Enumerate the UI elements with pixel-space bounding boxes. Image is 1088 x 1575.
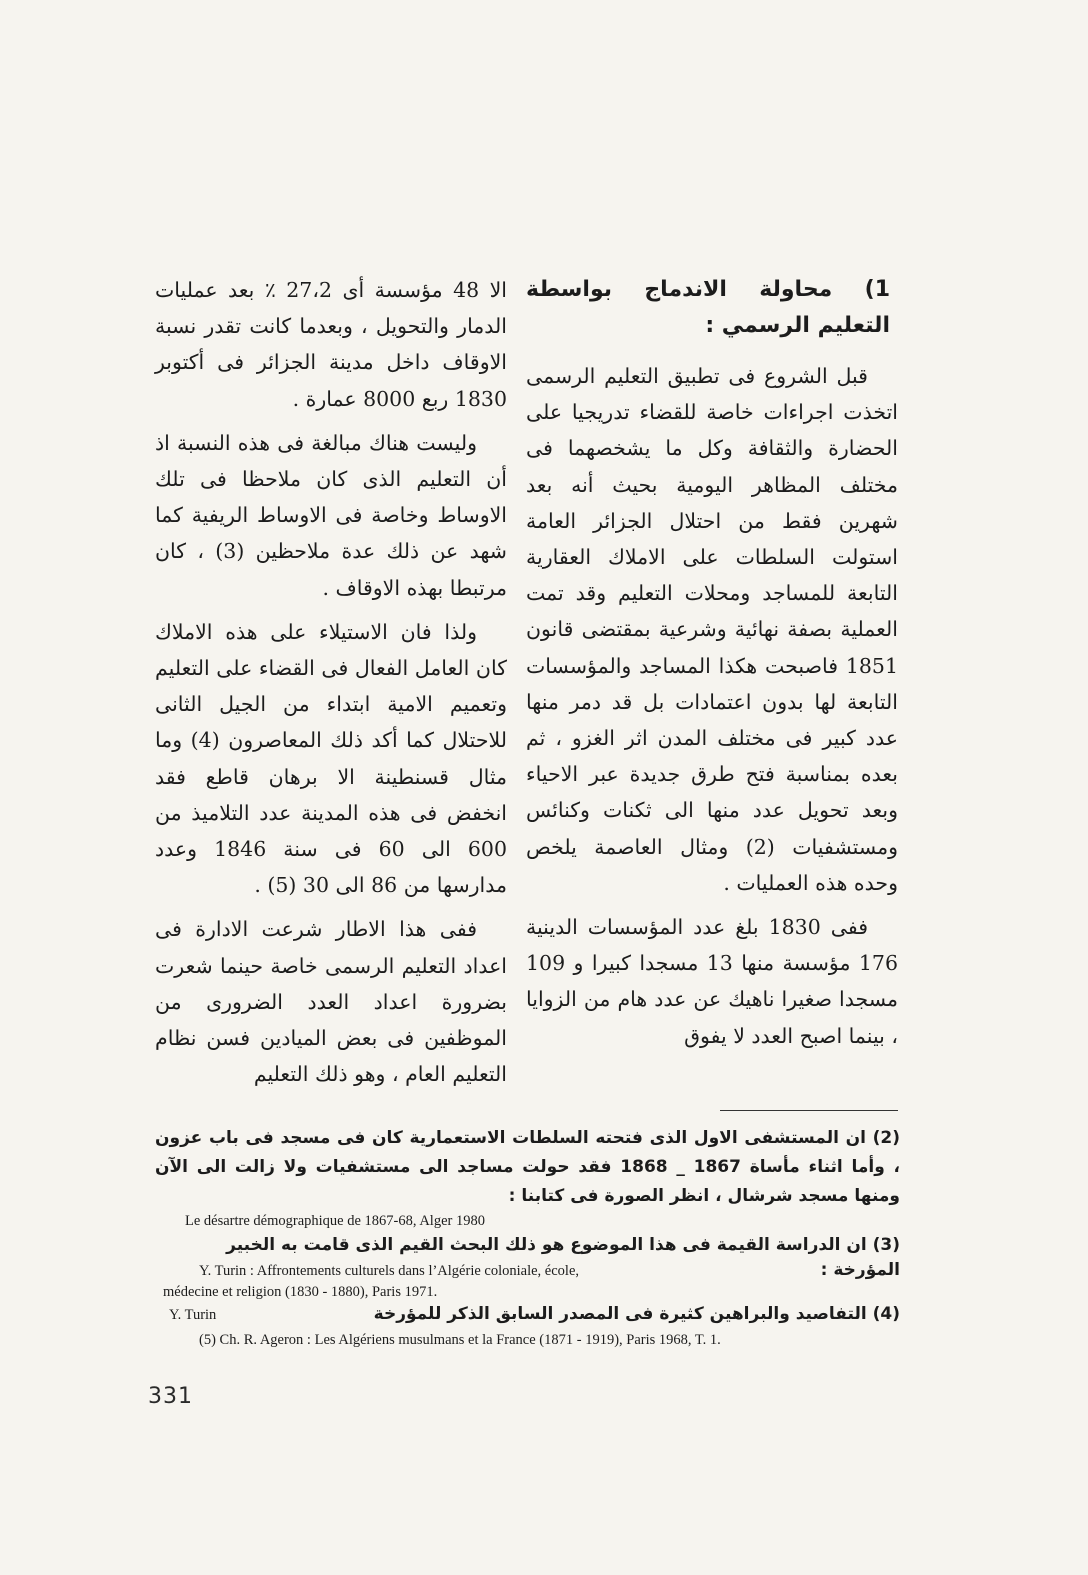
section-heading: 1) محاولة الاندماج بواسطة التعليم الرسمي : (526, 277, 890, 338)
paragraph: ففى هذا الاطار شرعت الادارة فى اعداد التعليم الرسمى خاصة حينما شعرت بضرورة اعداد العدد الضرورى من الموظفين فى بعض الميادين فسن نظام التعليم العام ، وهو ذلك التعليم (155, 917, 507, 1087)
footnote-4: (4) التفاصيد والبراهين كثيرة فى المصدر السابق الذكر للمؤرخة (373, 1304, 900, 1324)
footnote-3-reference-continued: médecine et religion (1830 - 1880), Paris 1971. (163, 1284, 438, 1300)
paragraph: ولذا فان الاستيلاء على هذه الاملاك كان العامل الفعال فى القضاء على التعليم وتعميم الامية ابتداء من الجيل الثانى للاحتلال كما أكد ذلك المعاصرون (4) وما مثال قسنطينة الا برهان قاطع فقد انخفض فى هذه المدينة عدد التلاميذ من 600 الى 60 فى سنة 1846 وعدد مدارسها من 86 الى 30 (5) . (155, 619, 508, 898)
paragraph: الا 48 مؤسسة أى 27،2 ٪ بعد عمليات الدمار والتحويل ، وبعدما كانت تقدر نسبة الاوقاف داخل مدينة الجزائر فى أكتوبر 1830 ربع 8000 عمارة . (155, 278, 507, 411)
footnote-5: (5) Ch. R. Ageron : Les Algériens musulmans et la France (1871 - 1919), Paris 1968, T. 1. (199, 1332, 721, 1348)
footnote-3-reference: Y. Turin : Affrontements culturels dans l’Algérie coloniale, école, (199, 1263, 580, 1279)
footnote-3: (3) ان الدراسة القيمة فى هذا الموضوع هو ذلك البحث القيم الذى قامت به الخبير (226, 1235, 900, 1255)
paragraph: قبل الشروع فى تطبيق التعليم الرسمى اتخذت اجراءات خاصة للقضاء تدريجيا على الحضارة والثقافة وكل ما يشخصهما فى مختلف المظاهر اليومية بحيث أنه بعد شهرين فقط من احتلال الجزائر العامة استولت السلطات على الاملاك العقارية التابعة للمساجد ومحلات التعليم وقد تمت العملية بصفة نهائية وشرعية بمقتضى قانون 1851 فاصبحت هكذا المساجد والمؤسسات التابعة لها بدون اعتمادات بل قد دمر منها عدد كبير فى مختلف المدن اثر الغزو ، ثم بعده بمناسبة فتح طرق جديدة عبر الاحياء وبعد تحويل عدد منها الى ثكنات وكنائس ومستشفيات (2) ومثال العاصمة يلخص وحده هذه العمليات . (526, 364, 898, 895)
page-number: 331 (148, 1384, 193, 1409)
footnote-2: (2) ان المستشفى الاول الذى فتحته السلطات الاستعمارية كان فى مسجد فى باب عزون ، وأما اثناء مأساة 1867 _ 1868 فقد حولت مساجد الى مستشفيات ولا زالت الى الآن ومنها مسجد شرشال ، انظر الصورة فى كتابنا : (155, 1128, 900, 1206)
left-column (155, 272, 507, 1100)
footnote-4-line (155, 1304, 900, 1326)
footnotes (155, 1124, 900, 1350)
footnote-3-end: المؤرخة : (820, 1260, 900, 1280)
footnote-divider (720, 1110, 898, 1111)
footnote-3-reference-line (155, 1260, 900, 1282)
paragraph: وليست هناك مبالغة فى هذه النسبة اذ أن التعليم الذى كان ملاحظا فى تلك الاوساط وخاصة فى الاوساط الريفية كما شهد عن ذلك عدة ملاحظين (3) ، كان مرتبطا بهذه الاوقاف . (155, 430, 507, 600)
paragraph: ففى 1830 بلغ عدد المؤسسات الدينية 176 مؤسسة منها 13 مسجدا كبيرا و 109 مسجدا صغيرا ناهيك عن عدد هام من الزوايا ، بينما اصبح العدد لا يفوق (526, 915, 898, 1048)
footnote-4-reference: Y. Turin (169, 1307, 217, 1323)
right-column (526, 272, 898, 1062)
footnote-2-reference: Le désartre démographique de 1867-68, Alger 1980 (185, 1213, 485, 1229)
